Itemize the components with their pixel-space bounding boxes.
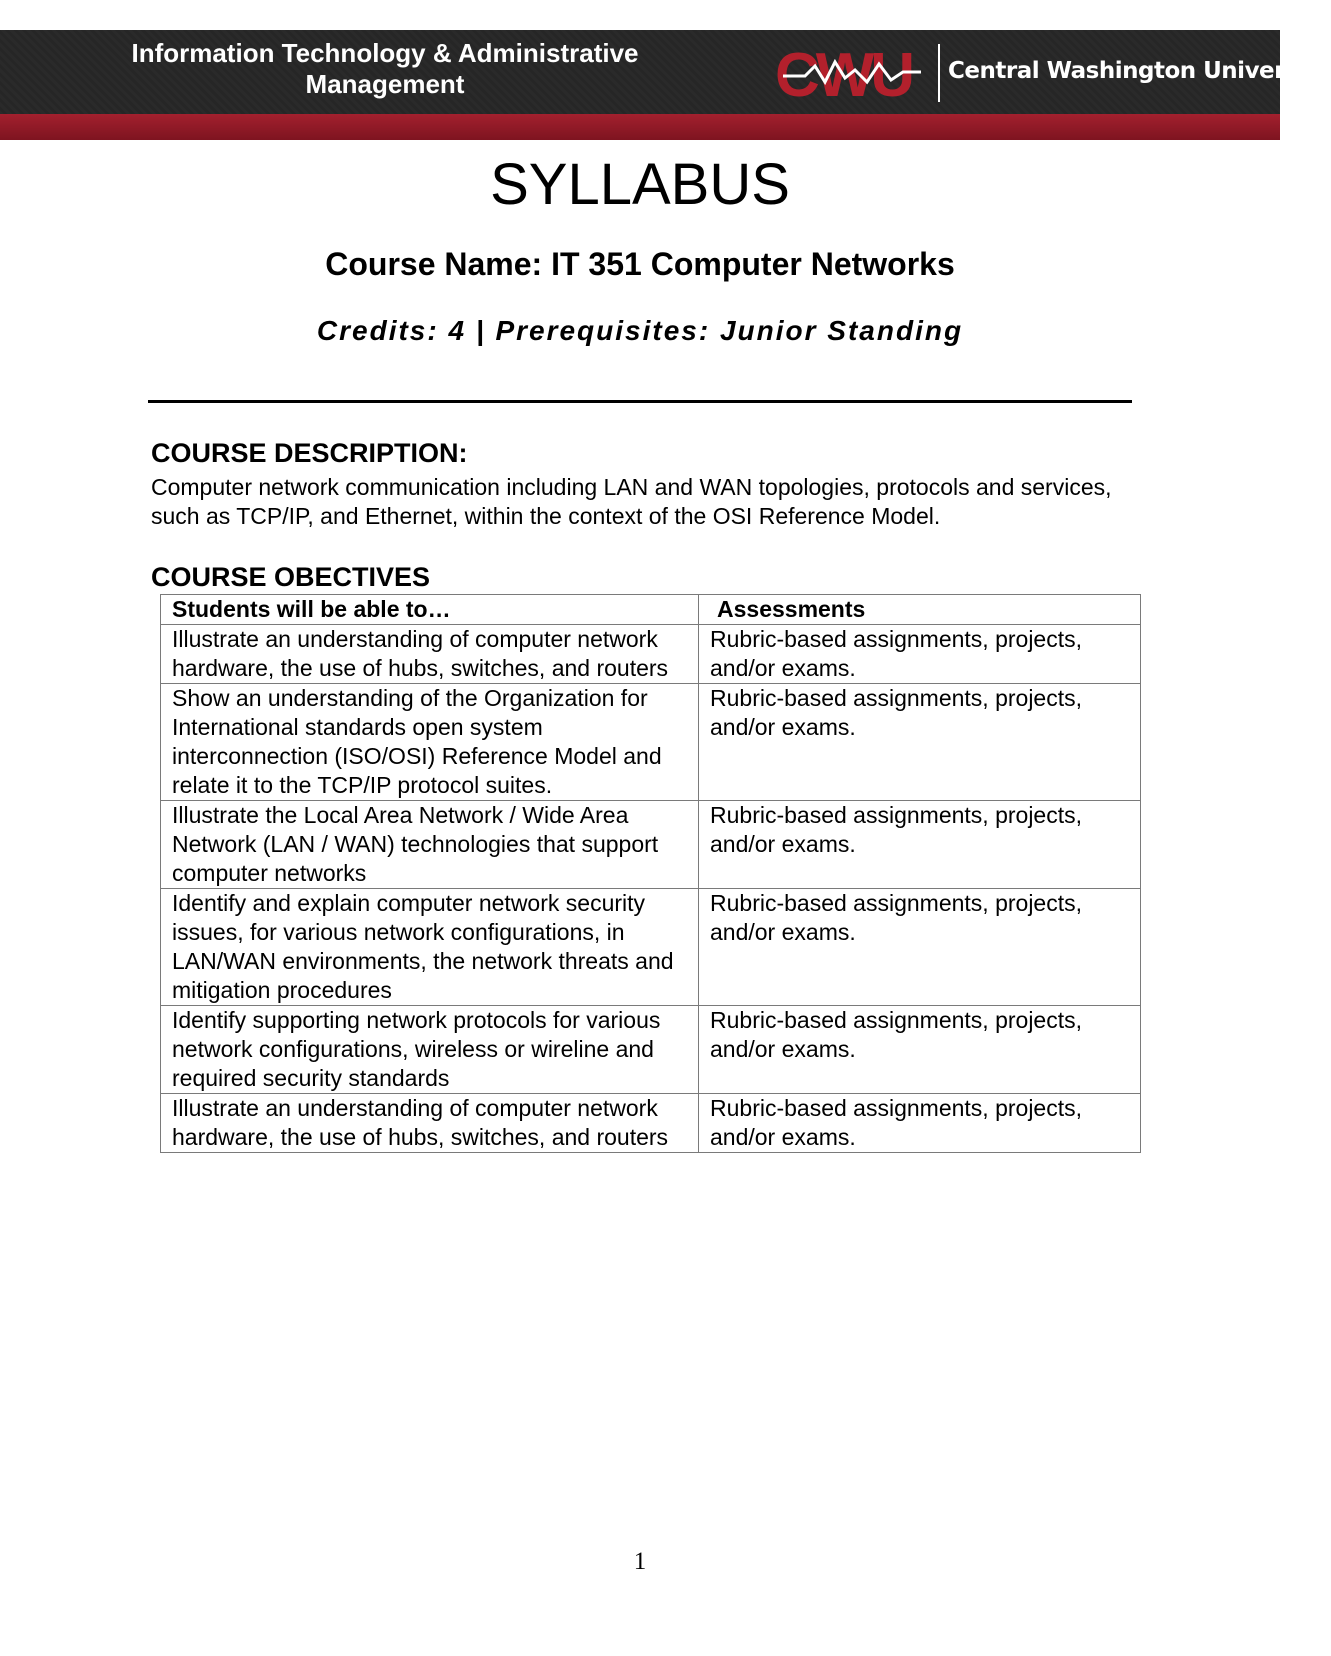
assessment-cell: Rubric-based assignments, projects, and/or exams. — [699, 1006, 1141, 1094]
assessment-cell: Rubric-based assignments, projects, and/or exams. — [699, 684, 1141, 801]
university-name: Central Washington University — [948, 58, 1331, 84]
table-row — [161, 1006, 1141, 1094]
cwu-logo-letters: CWU — [775, 41, 912, 110]
banner-red-stripe — [0, 114, 1280, 140]
objective-cell: Illustrate an understanding of computer network hardware, the use of hubs, switches, and routers — [161, 625, 699, 684]
credits-prerequisites: Credits: 4 | Prerequisites: Junior Standing — [316, 315, 964, 346]
objective-cell: Show an understanding of the Organization for International standards open system interconnection (ISO/OSI) Reference Model and relate it to the TCP/IP protocol suites. — [161, 684, 699, 801]
page-number: 1 — [633, 1548, 647, 1575]
course-name: Course Name: IT 351 Computer Networks — [325, 246, 955, 282]
table-row — [161, 801, 1141, 889]
logo-separator — [938, 44, 940, 102]
header-banner — [0, 30, 1331, 140]
table-row — [161, 625, 1141, 684]
page-title: SYLLABUS — [490, 152, 790, 217]
course-description-text: Computer network communication including LAN and WAN topologies, protocols and services, such as TCP/IP, and Ethernet, within the context of the OSI Reference Model. — [151, 474, 1112, 529]
objectives-table — [160, 594, 1141, 1153]
column-header-assessments: Assessments — [699, 595, 1141, 625]
table-row — [161, 684, 1141, 801]
table-row — [161, 889, 1141, 1006]
course-objectives-heading: COURSE OBECTIVES — [151, 562, 431, 592]
assessment-cell: Rubric-based assignments, projects, and/or exams. — [699, 625, 1141, 684]
divider — [148, 400, 1132, 403]
cwu-logo — [775, 41, 925, 110]
assessment-cell: Rubric-based assignments, projects, and/or exams. — [699, 889, 1141, 1006]
objective-cell: Identify and explain computer network security issues, for various network configurations, in LAN/WAN environments, the network threats and mitigation procedures — [161, 889, 699, 1006]
assessment-cell: Rubric-based assignments, projects, and/or exams. — [699, 1094, 1141, 1153]
objective-cell: Illustrate the Local Area Network / Wide Area Network (LAN / WAN) technologies that support computer networks — [161, 801, 699, 889]
column-header-objective: Students will be able to… — [161, 595, 699, 625]
course-description-heading: COURSE DESCRIPTION: — [151, 438, 468, 468]
department-name: Information Technology & Administrative Management — [131, 38, 639, 99]
objective-cell: Identify supporting network protocols for various network configurations, wireless or wireline and required security standards — [161, 1006, 699, 1094]
table-row — [161, 1094, 1141, 1153]
objective-cell: Illustrate an understanding of computer network hardware, the use of hubs, switches, and routers — [161, 1094, 699, 1153]
assessment-cell: Rubric-based assignments, projects, and/or exams. — [699, 801, 1141, 889]
table-header-row — [161, 595, 1141, 625]
